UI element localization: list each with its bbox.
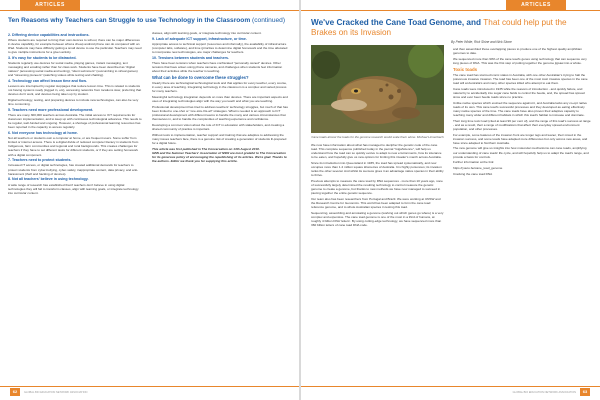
cane-toad-illustration	[311, 45, 444, 133]
paragraph: A wide range of research has established that if teachers don't believe in using digital technologies they will fail to transform classes, align with learning goals, or integrate technology into curricular content.	[8, 182, 139, 195]
paragraph: We now have information about what has managed to decipher the genetic code of the cane toad. This complete sequence published today in the journal "GigaScience", will help us understand how the toad can so quickly evolve to adapt to new environments, how its tolerance to be eaten, and hopefully give us new options for limiting this invader's march across Australia.	[311, 143, 442, 160]
footer-rule-right	[301, 386, 600, 387]
paragraph: Further information at the link:	[453, 160, 495, 165]
page-number-left: 62	[10, 388, 20, 396]
paragraph: For example, some features of the invasion front are longer legs and leaner, their mixed in the invasion success, and some toads have adapted more differences but only across new areas, and have since adapted to Northern Australia.	[453, 132, 588, 145]
heading: 9. Lack of adequate ICT support, infrastructure, or time.	[152, 36, 247, 41]
heading: What can be done to overcome these struggles?	[152, 75, 249, 81]
paragraph: Not all teachers or students own a computer at home, or are frequent users. Some suffer from limited or internet access. There is a digital divide of reduced computer literacy in students from Indigenous, farm communities and regional and rural backgrounds. This creates challenges for teachers if they have to set different tasks for different students, or if they are setting homework with a digital component.	[8, 136, 139, 157]
paragraph: Cane toads were introduced in 1935 while the reasons of introduction - and quickly failure, and natural by to accidentally into sugar cane fields to control the beetle, and, the spread has spread since and ever been beetle toads since no practice.	[453, 86, 585, 100]
heading: This article was first published in The Conversation on 14th August 2018.	[152, 146, 260, 151]
left-title-continued: (continued)	[252, 17, 286, 24]
paragraph: Since its introduction into Queensland in 1935, the toad has spread systematically, and now occupies more than 1.2 million square kilometres of Australia. It is highly poisonous; its invasion ranks the other several. And whilst its success gives it an advantage native species in their ability to thrive.	[311, 160, 444, 178]
paragraph: Appropriate access to technical support (resources and informally), the availability of infrastructure (computer labs, software), and time (priorities to determine digital homework and the time allocated to incorporate new technologies, are major challenges for teachers.	[152, 41, 288, 55]
paragraph: Lessons are interrupted by regular stoppages that reduce lesson time. This is related to students not having systems ready (logged in, etc), accessing networks from locations slow, preferring that devices don't work, and devices being taken up by student.	[8, 84, 142, 97]
paragraph: and then assembled those overlapping pieces to produce one of the highest quality amphibian genomes to date.	[453, 47, 582, 56]
section-tab-left: ARTICLES	[20, 0, 80, 10]
right-column-1	[311, 143, 444, 229]
heading: 6. Not everyone has technology at home.	[8, 130, 78, 135]
paragraph: Students regularly use devices for social media, playing games, instant messaging, text messaging and emailing rather than for class work. Students have been described as "digital natives" (accessing social media and texting), "silent swimmers" (succumbing to virtual games) and "streaming pioneers" (watching videos while texting and chatting).	[8, 60, 138, 78]
paragraph: Our team also has been researchers from Portugal and Brazil. We were working at UNSW and the Research Centre for Genomics. This world has been adapted to form the cane toad reference genome, and to whole Australian species in testing this toad.	[311, 196, 441, 210]
heading: GBN and the Summer Teachers' Association of NSW are most grateful to The Conversation for its generous policy of encouraging the republishing of its articles. We're glad. Thanks to the authors. Editor we thank you for supplying this article.	[152, 150, 287, 163]
cane-toad-photo	[311, 45, 444, 133]
photo-caption: Cane toads almost the toads for the genome research would scale them alone. Michael Linnenbach	[311, 135, 444, 139]
right-title-text: We've Cracked the Cane Toad Genome, and	[311, 18, 481, 27]
paragraph: Professional development has tried to address teachers' technology struggles, but much of that has been limited to one-shot or "one-size-fits-all" strategies. What is needed is an approach to ICT professional development with different teams to handle the many and various circumstances that themselves in, and to handle the complexities of teaching experience and confidence.	[152, 104, 288, 122]
heading: 7. Teachers need to protect students.	[8, 158, 72, 163]
heading: 2. Differing device capabilities and instructions.	[8, 32, 90, 37]
paragraph: https://youtu.be/cane_toad_genome	[453, 166, 503, 170]
paragraph: Without tools to implementation, teacher support and training that are adaptive to addressing the many issues teachers face, there is a genuine risk of creating a generation of students ill-prepared for a digital future.	[152, 132, 287, 145]
section-tab-right: ARTICLES	[506, 0, 566, 10]
paragraph: Clearly there are technological technological tools and that applies for every teacher, every course, in every area of teaching. Integrating technology in the classroom is a complex and varied process for many teachers.	[152, 81, 287, 94]
paragraph: There are many 300,000 teachers across Australia. The initial access to ICT requirements for classroom implementation, and to keep up with continuous technological advances. This needs to be regular, well-funded and ongoing. However, a shortage of professional learning resources has been reported in the capacity to access regularly.	[8, 113, 142, 130]
left-page	[0, 0, 299, 400]
right-column-2	[453, 47, 591, 177]
left-column-1	[8, 31, 142, 196]
header-rule-right	[301, 10, 600, 11]
right-article-title	[311, 18, 593, 38]
footer-right: GLOBAL BIO EDUCATION NETWORK ASSOCIATION	[512, 391, 576, 394]
paragraph: Their long time toxic load (cited at least 96 per cent of), and the range of this toad's success at range - and as a result, their a range of modifications that affect their everyday spread environment population, and other processes.	[453, 118, 591, 131]
paragraph: Increased IT access, or digital technologies, has created additional demands for teachers to protect students from cyber-bullying, cyber-safety, inappropriate content, data privacy, and anti-harassment (theft and hacking of devices).	[8, 163, 139, 176]
heading: 3. It's easy for students to be distracted.	[8, 55, 77, 60]
paragraph: Digital technology, testing, and preparing devices to include new technologies, can also be very time consuming.	[8, 98, 139, 107]
paragraph: We sequenced more than 90% of the cane toad's genes using technology that can sequence very long pieces of DNA. This was the first step of putting together the genome jigsaw into a whole.	[453, 56, 587, 65]
footer-left: GLOBAL BIO EDUCATION NETWORK ASSOCIATION	[24, 391, 88, 394]
paragraph: Developing a common vision about the role of ICT in education with stakeholders, and creating a shared community of practice is important.	[152, 122, 285, 131]
left-column-2	[152, 31, 290, 163]
left-article-title	[8, 17, 292, 24]
paragraph: The cane toad has stormed iconic status in Australia, with one other Australian's trying to halt the poisonous invasive invasion. The toad has been one of the most toxic invasive species in the cane toad will at Australia's and many other species killed who attempt to eat them.	[453, 72, 588, 86]
page-number-right: 63	[580, 388, 590, 396]
byline: By Peter White, Rick Shine and Nick Stone	[451, 40, 512, 44]
paragraph: Meaningful technology integration depends on more than devices. There are important aspects and uses of integrating technologies align with the way you teach and what you are teaching.	[152, 95, 288, 104]
paragraph: Cracking the cane toad DNA	[453, 171, 493, 176]
paragraph: Unlike native species which evolved the sequence against it, and Australia lacks any co-opt native toads of its own. This cane toad's successful processes and they developed as eating effectively many native species of the time. The cane toads have also proven their adaptive capacity to reaching many wider and different habitats in which this toad's habitat to increase and dominate.	[453, 100, 587, 117]
paragraph: classes, align with learning goals, or integrate technology into curricular content.	[152, 31, 262, 35]
heading: 4. Technology can affect lesson time and flow.	[8, 78, 87, 83]
paragraph: The new genome will give us insights into how molecular mechanisms can cane toads, amplifying our understanding of cane toads' life cycle, and will hopefully help us to adapt the toad's range, and provide a basis for controls.	[453, 146, 589, 159]
paragraph: There have been tensions when teachers have confiscated "personally owned" devices. Other tensions that have arisen using phone cameras, and challenges when students feel information about their activities while the teacher is teaching.	[152, 60, 283, 74]
footer-rule-left	[0, 386, 299, 387]
heading: 5. Teachers need more professional development.	[8, 107, 94, 112]
header-rule-left	[0, 10, 299, 11]
heading: Toxic toads	[453, 66, 478, 72]
left-title-text: Ten Reasons why Teachers can Struggle to use Technology in the Classroom	[8, 17, 251, 24]
paragraph: Where students are required to bring their own devices to school, there can be major differences in device capability, for example between what a cheap android phone can do compared with an iPad. Students may have difficulty getting a small device to use the particular. Teachers may need to give multiple instructions for a given activity.	[8, 37, 142, 55]
paragraph: Previous attempts to measure the cane toad by RNA sequences - more than 10 years ago, none of successfully largely determined the resulting technology to control measure the genetic genome to create a genome, but thanks to new methods we have now managed to succeed in piecing together the entire genetic sequence.	[311, 178, 443, 196]
heading: 8. Not all teachers' believe in using technology.	[8, 177, 89, 182]
right-page	[301, 0, 600, 400]
paragraph: Sequencing, assembling and annotating a genome (working out which genes go where) is a very complex and expensive. The cane toad genome is one of the most in a third of humans, at roughly 4 billion DNA 'letters'. By using cutting-edge technology, we have sequenced more than 360 billion letters of cane toad DNA code.	[311, 210, 444, 228]
heading: 10. Tensions between students and teachers.	[152, 55, 230, 60]
right-title-sub: That could help put the Brakes on its Invasion	[311, 18, 567, 37]
